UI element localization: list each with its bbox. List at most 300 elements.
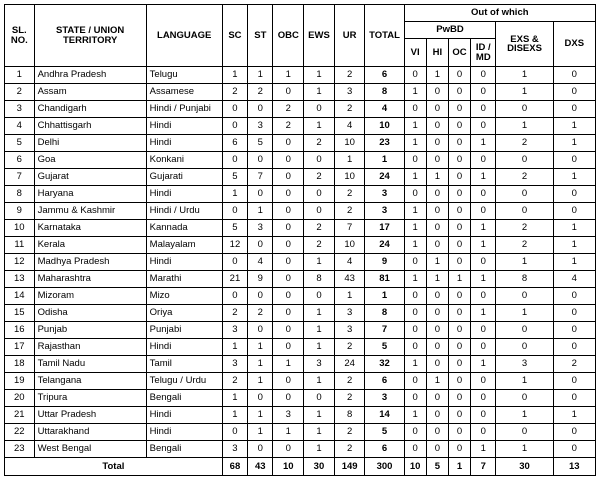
cell-language: Hindi <box>146 254 222 271</box>
header-exs-disexs: EXS & DISEXS <box>496 22 553 67</box>
cell-ews: 0 <box>304 203 335 220</box>
cell-vi: 1 <box>404 356 426 373</box>
cell-obc: 1 <box>273 67 304 84</box>
cell-ews: 1 <box>304 254 335 271</box>
cell-total: 3 <box>365 390 404 407</box>
cell-obc: 1 <box>273 356 304 373</box>
cell-ur: 8 <box>334 407 365 424</box>
cell-sl-no: 2 <box>5 84 35 101</box>
cell-sl-no: 20 <box>5 390 35 407</box>
cell-sc: 12 <box>222 237 247 254</box>
cell-hi: 1 <box>426 373 448 390</box>
cell-total: 8 <box>365 84 404 101</box>
cell-oc: 0 <box>448 288 470 305</box>
cell-vi: 1 <box>404 271 426 288</box>
cell-vi: 0 <box>404 390 426 407</box>
vacancy-table <box>4 4 596 476</box>
cell-oc: 0 <box>448 169 470 186</box>
total-sc: 68 <box>222 458 247 476</box>
cell-total: 23 <box>365 135 404 152</box>
cell-language: Oriya <box>146 305 222 322</box>
cell-sl-no: 18 <box>5 356 35 373</box>
cell-hi: 0 <box>426 186 448 203</box>
cell-st: 3 <box>248 118 273 135</box>
cell-id-md: 0 <box>471 203 496 220</box>
cell-total: 9 <box>365 254 404 271</box>
cell-language: Tamil <box>146 356 222 373</box>
cell-id-md: 0 <box>471 254 496 271</box>
cell-st: 0 <box>248 186 273 203</box>
cell-state: Goa <box>34 152 146 169</box>
cell-vi: 0 <box>404 67 426 84</box>
cell-dxs: 1 <box>553 237 595 254</box>
total-exs: 30 <box>496 458 553 476</box>
cell-ews: 2 <box>304 237 335 254</box>
table-row <box>5 424 596 441</box>
cell-sl-no: 12 <box>5 254 35 271</box>
cell-sc: 0 <box>222 254 247 271</box>
cell-obc: 0 <box>273 84 304 101</box>
cell-st: 9 <box>248 271 273 288</box>
cell-vi: 1 <box>404 118 426 135</box>
cell-id-md: 0 <box>471 101 496 118</box>
total-ews: 30 <box>304 458 335 476</box>
cell-vi: 0 <box>404 339 426 356</box>
cell-obc: 0 <box>273 441 304 458</box>
cell-total: 5 <box>365 424 404 441</box>
cell-oc: 0 <box>448 390 470 407</box>
cell-vi: 0 <box>404 322 426 339</box>
cell-obc: 0 <box>273 152 304 169</box>
cell-state: Gujarat <box>34 169 146 186</box>
cell-language: Hindi <box>146 118 222 135</box>
cell-dxs: 0 <box>553 424 595 441</box>
cell-sl-no: 19 <box>5 373 35 390</box>
cell-dxs: 0 <box>553 186 595 203</box>
cell-exs: 0 <box>496 203 553 220</box>
header-total: TOTAL <box>365 5 404 67</box>
cell-obc: 0 <box>273 220 304 237</box>
cell-obc: 0 <box>273 237 304 254</box>
total-st: 43 <box>248 458 273 476</box>
cell-dxs: 0 <box>553 305 595 322</box>
cell-language: Telugu <box>146 67 222 84</box>
table-row <box>5 254 596 271</box>
cell-ur: 2 <box>334 67 365 84</box>
cell-st: 4 <box>248 254 273 271</box>
cell-sc: 0 <box>222 118 247 135</box>
cell-state: Delhi <box>34 135 146 152</box>
total-label: Total <box>5 458 223 476</box>
cell-total: 4 <box>365 101 404 118</box>
cell-vi: 0 <box>404 305 426 322</box>
cell-oc: 0 <box>448 237 470 254</box>
cell-ur: 1 <box>334 288 365 305</box>
cell-id-md: 1 <box>471 356 496 373</box>
cell-id-md: 1 <box>471 220 496 237</box>
cell-sc: 5 <box>222 220 247 237</box>
cell-vi: 1 <box>404 237 426 254</box>
cell-obc: 0 <box>273 305 304 322</box>
cell-exs: 8 <box>496 271 553 288</box>
cell-total: 24 <box>365 169 404 186</box>
cell-ur: 2 <box>334 186 365 203</box>
total-hi: 5 <box>426 458 448 476</box>
cell-hi: 0 <box>426 101 448 118</box>
cell-oc: 0 <box>448 322 470 339</box>
table-row <box>5 390 596 407</box>
cell-oc: 0 <box>448 407 470 424</box>
cell-id-md: 0 <box>471 373 496 390</box>
cell-sc: 1 <box>222 339 247 356</box>
cell-exs: 0 <box>496 339 553 356</box>
table-row <box>5 373 596 390</box>
cell-dxs: 1 <box>553 118 595 135</box>
cell-sl-no: 11 <box>5 237 35 254</box>
cell-ews: 2 <box>304 135 335 152</box>
cell-vi: 0 <box>404 186 426 203</box>
cell-vi: 1 <box>404 169 426 186</box>
cell-obc: 0 <box>273 254 304 271</box>
cell-state: Madhya Pradesh <box>34 254 146 271</box>
cell-language: Hindi <box>146 407 222 424</box>
header-language: LANGUAGE <box>146 5 222 67</box>
table-row <box>5 67 596 84</box>
cell-sc: 2 <box>222 373 247 390</box>
cell-language: Kannada <box>146 220 222 237</box>
cell-ur: 2 <box>334 339 365 356</box>
cell-total: 81 <box>365 271 404 288</box>
cell-state: Andhra Pradesh <box>34 67 146 84</box>
cell-total: 14 <box>365 407 404 424</box>
cell-language: Marathi <box>146 271 222 288</box>
cell-sc: 3 <box>222 322 247 339</box>
cell-st: 2 <box>248 84 273 101</box>
cell-total: 5 <box>365 339 404 356</box>
cell-language: Hindi / Urdu <box>146 203 222 220</box>
cell-ur: 2 <box>334 424 365 441</box>
cell-obc: 2 <box>273 118 304 135</box>
cell-state: Uttar Pradesh <box>34 407 146 424</box>
header-pwbd: PwBD <box>404 22 496 39</box>
cell-sl-no: 13 <box>5 271 35 288</box>
header-ur: UR <box>334 5 365 67</box>
total-oc: 1 <box>448 458 470 476</box>
cell-sc: 21 <box>222 271 247 288</box>
cell-total: 3 <box>365 186 404 203</box>
cell-ews: 0 <box>304 288 335 305</box>
cell-state: Haryana <box>34 186 146 203</box>
cell-vi: 0 <box>404 424 426 441</box>
cell-hi: 0 <box>426 135 448 152</box>
total-total: 300 <box>365 458 404 476</box>
cell-ur: 24 <box>334 356 365 373</box>
header-sl-no: SL. NO. <box>5 5 35 67</box>
cell-obc: 3 <box>273 407 304 424</box>
table-row <box>5 203 596 220</box>
table-row <box>5 169 596 186</box>
cell-total: 1 <box>365 152 404 169</box>
cell-sc: 1 <box>222 407 247 424</box>
cell-language: Assamese <box>146 84 222 101</box>
cell-language: Malayalam <box>146 237 222 254</box>
header-out-of-which: Out of which <box>404 5 595 22</box>
cell-ews: 1 <box>304 322 335 339</box>
cell-oc: 0 <box>448 254 470 271</box>
cell-total: 32 <box>365 356 404 373</box>
cell-exs: 0 <box>496 424 553 441</box>
header-sc: SC <box>222 5 247 67</box>
cell-ur: 4 <box>334 118 365 135</box>
cell-total: 10 <box>365 118 404 135</box>
cell-dxs: 1 <box>553 135 595 152</box>
cell-state: Chhattisgarh <box>34 118 146 135</box>
table-row <box>5 356 596 373</box>
cell-exs: 1 <box>496 407 553 424</box>
cell-ews: 1 <box>304 373 335 390</box>
cell-exs: 0 <box>496 186 553 203</box>
cell-dxs: 0 <box>553 373 595 390</box>
cell-exs: 1 <box>496 441 553 458</box>
total-ur: 149 <box>334 458 365 476</box>
header-st: ST <box>248 5 273 67</box>
cell-ur: 3 <box>334 305 365 322</box>
cell-oc: 1 <box>448 271 470 288</box>
cell-hi: 0 <box>426 390 448 407</box>
cell-id-md: 1 <box>471 305 496 322</box>
cell-obc: 0 <box>273 373 304 390</box>
cell-exs: 0 <box>496 322 553 339</box>
cell-ews: 1 <box>304 407 335 424</box>
cell-id-md: 1 <box>471 237 496 254</box>
table-row <box>5 288 596 305</box>
cell-hi: 0 <box>426 305 448 322</box>
cell-vi: 0 <box>404 288 426 305</box>
cell-dxs: 0 <box>553 339 595 356</box>
cell-oc: 0 <box>448 101 470 118</box>
cell-hi: 0 <box>426 339 448 356</box>
cell-obc: 0 <box>273 322 304 339</box>
cell-ews: 1 <box>304 424 335 441</box>
cell-state: Tripura <box>34 390 146 407</box>
cell-state: Karnataka <box>34 220 146 237</box>
cell-language: Hindi <box>146 424 222 441</box>
cell-st: 0 <box>248 288 273 305</box>
cell-ews: 0 <box>304 186 335 203</box>
cell-oc: 0 <box>448 220 470 237</box>
cell-st: 1 <box>248 424 273 441</box>
cell-obc: 0 <box>273 203 304 220</box>
cell-ews: 1 <box>304 339 335 356</box>
total-vi: 10 <box>404 458 426 476</box>
cell-hi: 1 <box>426 271 448 288</box>
cell-st: 0 <box>248 322 273 339</box>
cell-ur: 10 <box>334 169 365 186</box>
cell-sl-no: 6 <box>5 152 35 169</box>
cell-vi: 1 <box>404 220 426 237</box>
cell-st: 3 <box>248 220 273 237</box>
cell-total: 6 <box>365 67 404 84</box>
header-hi: HI <box>426 39 448 67</box>
cell-sl-no: 9 <box>5 203 35 220</box>
cell-obc: 0 <box>273 186 304 203</box>
cell-st: 0 <box>248 152 273 169</box>
cell-st: 1 <box>248 203 273 220</box>
cell-ews: 8 <box>304 271 335 288</box>
cell-dxs: 1 <box>553 169 595 186</box>
cell-language: Hindi <box>146 339 222 356</box>
cell-dxs: 1 <box>553 220 595 237</box>
cell-ur: 4 <box>334 254 365 271</box>
cell-sl-no: 14 <box>5 288 35 305</box>
cell-sc: 3 <box>222 441 247 458</box>
cell-exs: 1 <box>496 118 553 135</box>
cell-sl-no: 21 <box>5 407 35 424</box>
cell-id-md: 1 <box>471 271 496 288</box>
header-ews: EWS <box>304 5 335 67</box>
cell-sc: 2 <box>222 305 247 322</box>
table-row <box>5 441 596 458</box>
cell-obc: 0 <box>273 288 304 305</box>
table-row <box>5 305 596 322</box>
cell-hi: 1 <box>426 169 448 186</box>
cell-vi: 0 <box>404 373 426 390</box>
cell-oc: 0 <box>448 67 470 84</box>
cell-id-md: 0 <box>471 67 496 84</box>
cell-state: Tamil Nadu <box>34 356 146 373</box>
cell-ews: 0 <box>304 152 335 169</box>
cell-exs: 3 <box>496 356 553 373</box>
cell-st: 1 <box>248 373 273 390</box>
table-row <box>5 84 596 101</box>
cell-oc: 0 <box>448 135 470 152</box>
cell-oc: 0 <box>448 441 470 458</box>
table-row <box>5 186 596 203</box>
cell-vi: 1 <box>404 84 426 101</box>
cell-exs: 1 <box>496 67 553 84</box>
cell-dxs: 0 <box>553 67 595 84</box>
cell-obc: 0 <box>273 339 304 356</box>
cell-oc: 0 <box>448 339 470 356</box>
cell-sc: 5 <box>222 169 247 186</box>
cell-language: Hindi <box>146 135 222 152</box>
cell-exs: 1 <box>496 84 553 101</box>
cell-hi: 0 <box>426 407 448 424</box>
cell-hi: 0 <box>426 84 448 101</box>
cell-sl-no: 15 <box>5 305 35 322</box>
cell-sc: 6 <box>222 135 247 152</box>
cell-ur: 3 <box>334 84 365 101</box>
cell-exs: 2 <box>496 237 553 254</box>
cell-sc: 2 <box>222 84 247 101</box>
cell-language: Hindi <box>146 186 222 203</box>
cell-ur: 2 <box>334 390 365 407</box>
cell-id-md: 0 <box>471 322 496 339</box>
cell-st: 0 <box>248 101 273 118</box>
cell-ur: 3 <box>334 322 365 339</box>
cell-total: 6 <box>365 441 404 458</box>
cell-hi: 1 <box>426 254 448 271</box>
cell-oc: 0 <box>448 373 470 390</box>
cell-exs: 1 <box>496 305 553 322</box>
cell-obc: 0 <box>273 169 304 186</box>
cell-vi: 0 <box>404 101 426 118</box>
cell-obc: 0 <box>273 390 304 407</box>
cell-state: Uttarakhand <box>34 424 146 441</box>
cell-ur: 10 <box>334 135 365 152</box>
cell-id-md: 0 <box>471 288 496 305</box>
cell-exs: 0 <box>496 288 553 305</box>
cell-dxs: 0 <box>553 322 595 339</box>
cell-total: 6 <box>365 373 404 390</box>
cell-exs: 0 <box>496 390 553 407</box>
cell-dxs: 0 <box>553 152 595 169</box>
cell-sc: 0 <box>222 203 247 220</box>
cell-language: Telugu / Urdu <box>146 373 222 390</box>
cell-language: Gujarati <box>146 169 222 186</box>
cell-ews: 1 <box>304 118 335 135</box>
cell-exs: 2 <box>496 169 553 186</box>
cell-sc: 3 <box>222 356 247 373</box>
cell-exs: 2 <box>496 220 553 237</box>
cell-sl-no: 23 <box>5 441 35 458</box>
total-row <box>5 458 596 476</box>
cell-ur: 1 <box>334 152 365 169</box>
cell-oc: 0 <box>448 203 470 220</box>
cell-sl-no: 5 <box>5 135 35 152</box>
cell-sl-no: 10 <box>5 220 35 237</box>
cell-sl-no: 3 <box>5 101 35 118</box>
cell-sc: 1 <box>222 67 247 84</box>
cell-dxs: 0 <box>553 390 595 407</box>
cell-ews: 1 <box>304 441 335 458</box>
cell-exs: 1 <box>496 373 553 390</box>
table-body <box>5 67 596 458</box>
cell-oc: 0 <box>448 84 470 101</box>
cell-dxs: 0 <box>553 84 595 101</box>
cell-vi: 0 <box>404 254 426 271</box>
header-obc: OBC <box>273 5 304 67</box>
cell-sc: 0 <box>222 152 247 169</box>
cell-exs: 0 <box>496 101 553 118</box>
cell-dxs: 2 <box>553 356 595 373</box>
cell-hi: 0 <box>426 322 448 339</box>
cell-exs: 2 <box>496 135 553 152</box>
cell-hi: 0 <box>426 288 448 305</box>
cell-oc: 0 <box>448 186 470 203</box>
cell-vi: 0 <box>404 152 426 169</box>
cell-vi: 1 <box>404 135 426 152</box>
cell-state: Telangana <box>34 373 146 390</box>
cell-ur: 10 <box>334 237 365 254</box>
cell-language: Bengali <box>146 390 222 407</box>
cell-vi: 1 <box>404 203 426 220</box>
cell-vi: 1 <box>404 407 426 424</box>
total-dxs: 13 <box>553 458 595 476</box>
cell-ews: 2 <box>304 169 335 186</box>
cell-hi: 0 <box>426 441 448 458</box>
table-row <box>5 339 596 356</box>
cell-hi: 0 <box>426 118 448 135</box>
cell-st: 1 <box>248 339 273 356</box>
table-row <box>5 407 596 424</box>
table-row <box>5 135 596 152</box>
total-obc: 10 <box>273 458 304 476</box>
cell-id-md: 0 <box>471 424 496 441</box>
cell-id-md: 0 <box>471 339 496 356</box>
cell-st: 1 <box>248 356 273 373</box>
cell-oc: 0 <box>448 152 470 169</box>
